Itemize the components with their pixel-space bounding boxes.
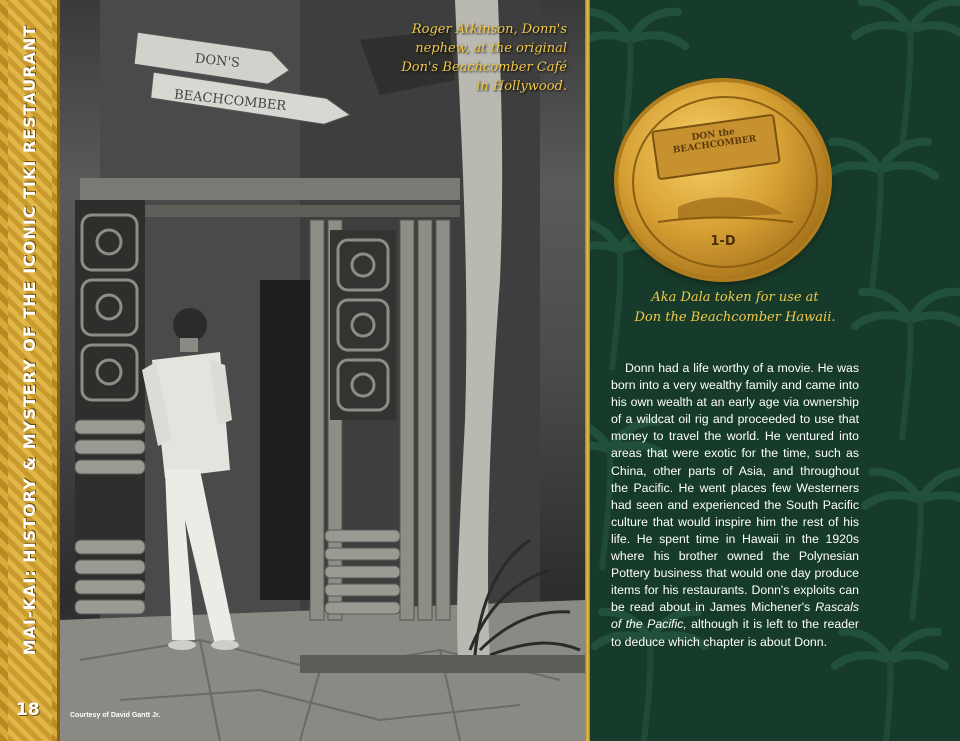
sign-line1: DON'S — [194, 51, 241, 72]
coin-caption-line2: Don the Beachcomber Hawaii. — [634, 310, 836, 325]
token-coin — [618, 82, 828, 278]
coin-caption — [610, 288, 860, 328]
coin-mark: 1-D — [710, 234, 736, 249]
running-title: MAI-KAI: HISTORY & MYSTERY OF THE ICONIC TIKI RESTAURANT — [20, 24, 39, 656]
photo-illustration — [60, 0, 585, 741]
photo-credit: Courtesy of David Gantt Jr. — [70, 712, 161, 719]
article-text-part1: Donn had a life worthy of a movie. He was born into a very wealthy family and came into his own wealth at an early age via ownership of a wildcat oil rig and proceeded to use that money to travel the world. He ventured into areas that were exotic for the time, such as China, other parts of Asia, and throughout the Pacific. He went places few Westerners had seen and experienced the South Pacific culture that would inspire him the rest of his life. He spent time in Hawaii in the 1920s where his brother owned the Polynesian Pottery business that would one day produce items for his restaurants. Donn's exploits can be read about in James Michener's — [611, 361, 859, 615]
historic-photo — [60, 0, 585, 741]
book-title: Rascals of the Pacific, — [611, 600, 859, 632]
right-page — [590, 0, 960, 741]
article-text-part2: although it is left to the reader to deduce which chapter is about Donn. — [611, 617, 859, 649]
photo-caption: Roger Atkinson, Donn's nephew, at the original Don's Beachcomber Café in Hollywood. — [401, 22, 567, 94]
coin-sign-text: DON the BEACHCOMBER — [672, 127, 757, 156]
sign-line2: BEACHCOMBER — [173, 87, 287, 115]
article-paragraph — [611, 360, 859, 651]
coin-caption-line1: Aka Dala token for use at — [651, 290, 819, 305]
page-number: 18 — [16, 700, 40, 720]
